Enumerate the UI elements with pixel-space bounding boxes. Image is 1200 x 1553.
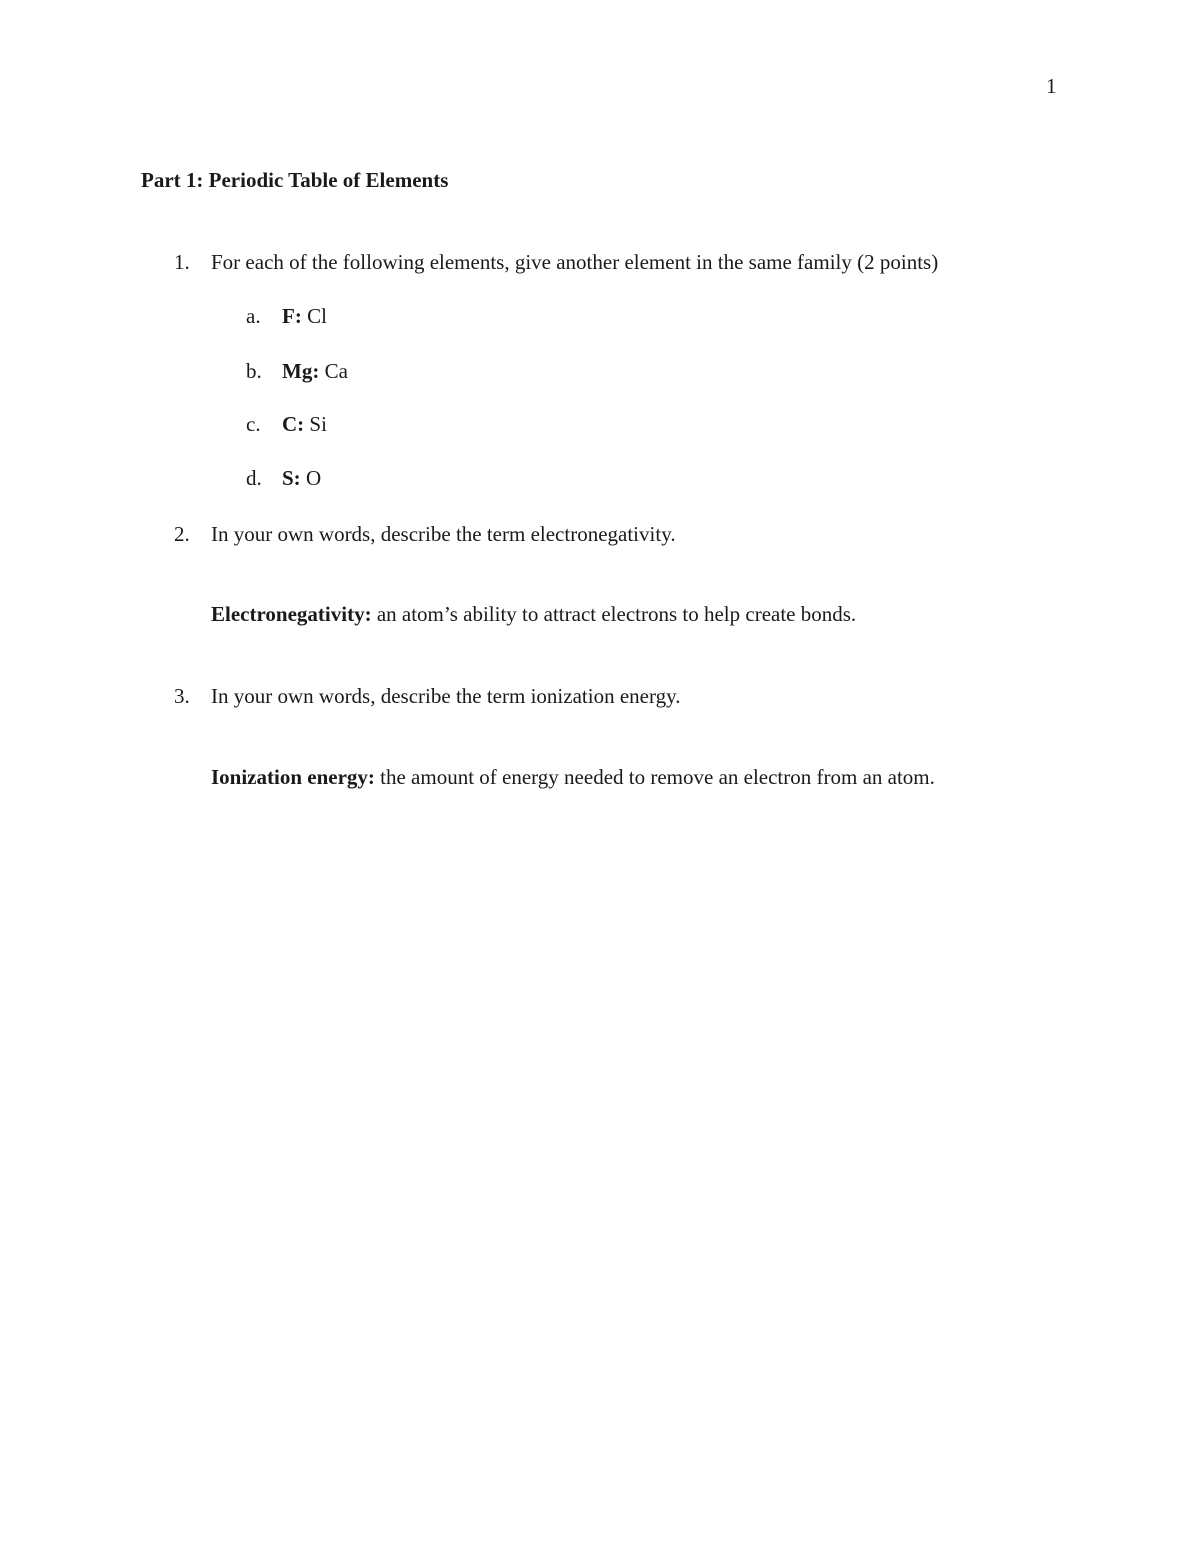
item-letter: a. bbox=[246, 304, 261, 328]
item-letter: c. bbox=[246, 412, 261, 436]
element-symbol: F: bbox=[282, 304, 302, 328]
answer-text: the amount of energy needed to remove an electron from an atom. bbox=[380, 765, 935, 789]
answer-label: Electronegativity: bbox=[211, 602, 372, 626]
question-text: In your own words, describe the term ionization energy. bbox=[211, 684, 681, 708]
element-answer: Cl bbox=[307, 304, 327, 328]
question-text: For each of the following elements, give another element in the same family (2 points) bbox=[211, 250, 939, 274]
question-number: 1. bbox=[174, 250, 190, 274]
question-text: In your own words, describe the term electronegativity. bbox=[211, 522, 676, 546]
question-number: 3. bbox=[174, 684, 190, 708]
element-answer: O bbox=[305, 466, 322, 490]
answer bbox=[211, 602, 856, 627]
question-number: 2. bbox=[174, 522, 190, 546]
page-number: 1 bbox=[1046, 74, 1057, 98]
element-symbol: S: bbox=[282, 466, 301, 490]
element-answer: Ca bbox=[324, 359, 348, 383]
item-letter: b. bbox=[246, 359, 262, 383]
item-letter: d. bbox=[246, 466, 262, 490]
answer-text: an atom’s ability to attract electrons to help create bonds. bbox=[376, 602, 857, 626]
part-heading: Part 1: Periodic Table of Elements bbox=[141, 168, 449, 192]
element-symbol: Mg: bbox=[282, 359, 320, 383]
element-answer: Si bbox=[309, 412, 327, 436]
answer-label: Ionization energy: bbox=[211, 765, 375, 789]
answer bbox=[211, 765, 935, 790]
element-symbol: C: bbox=[282, 412, 305, 436]
